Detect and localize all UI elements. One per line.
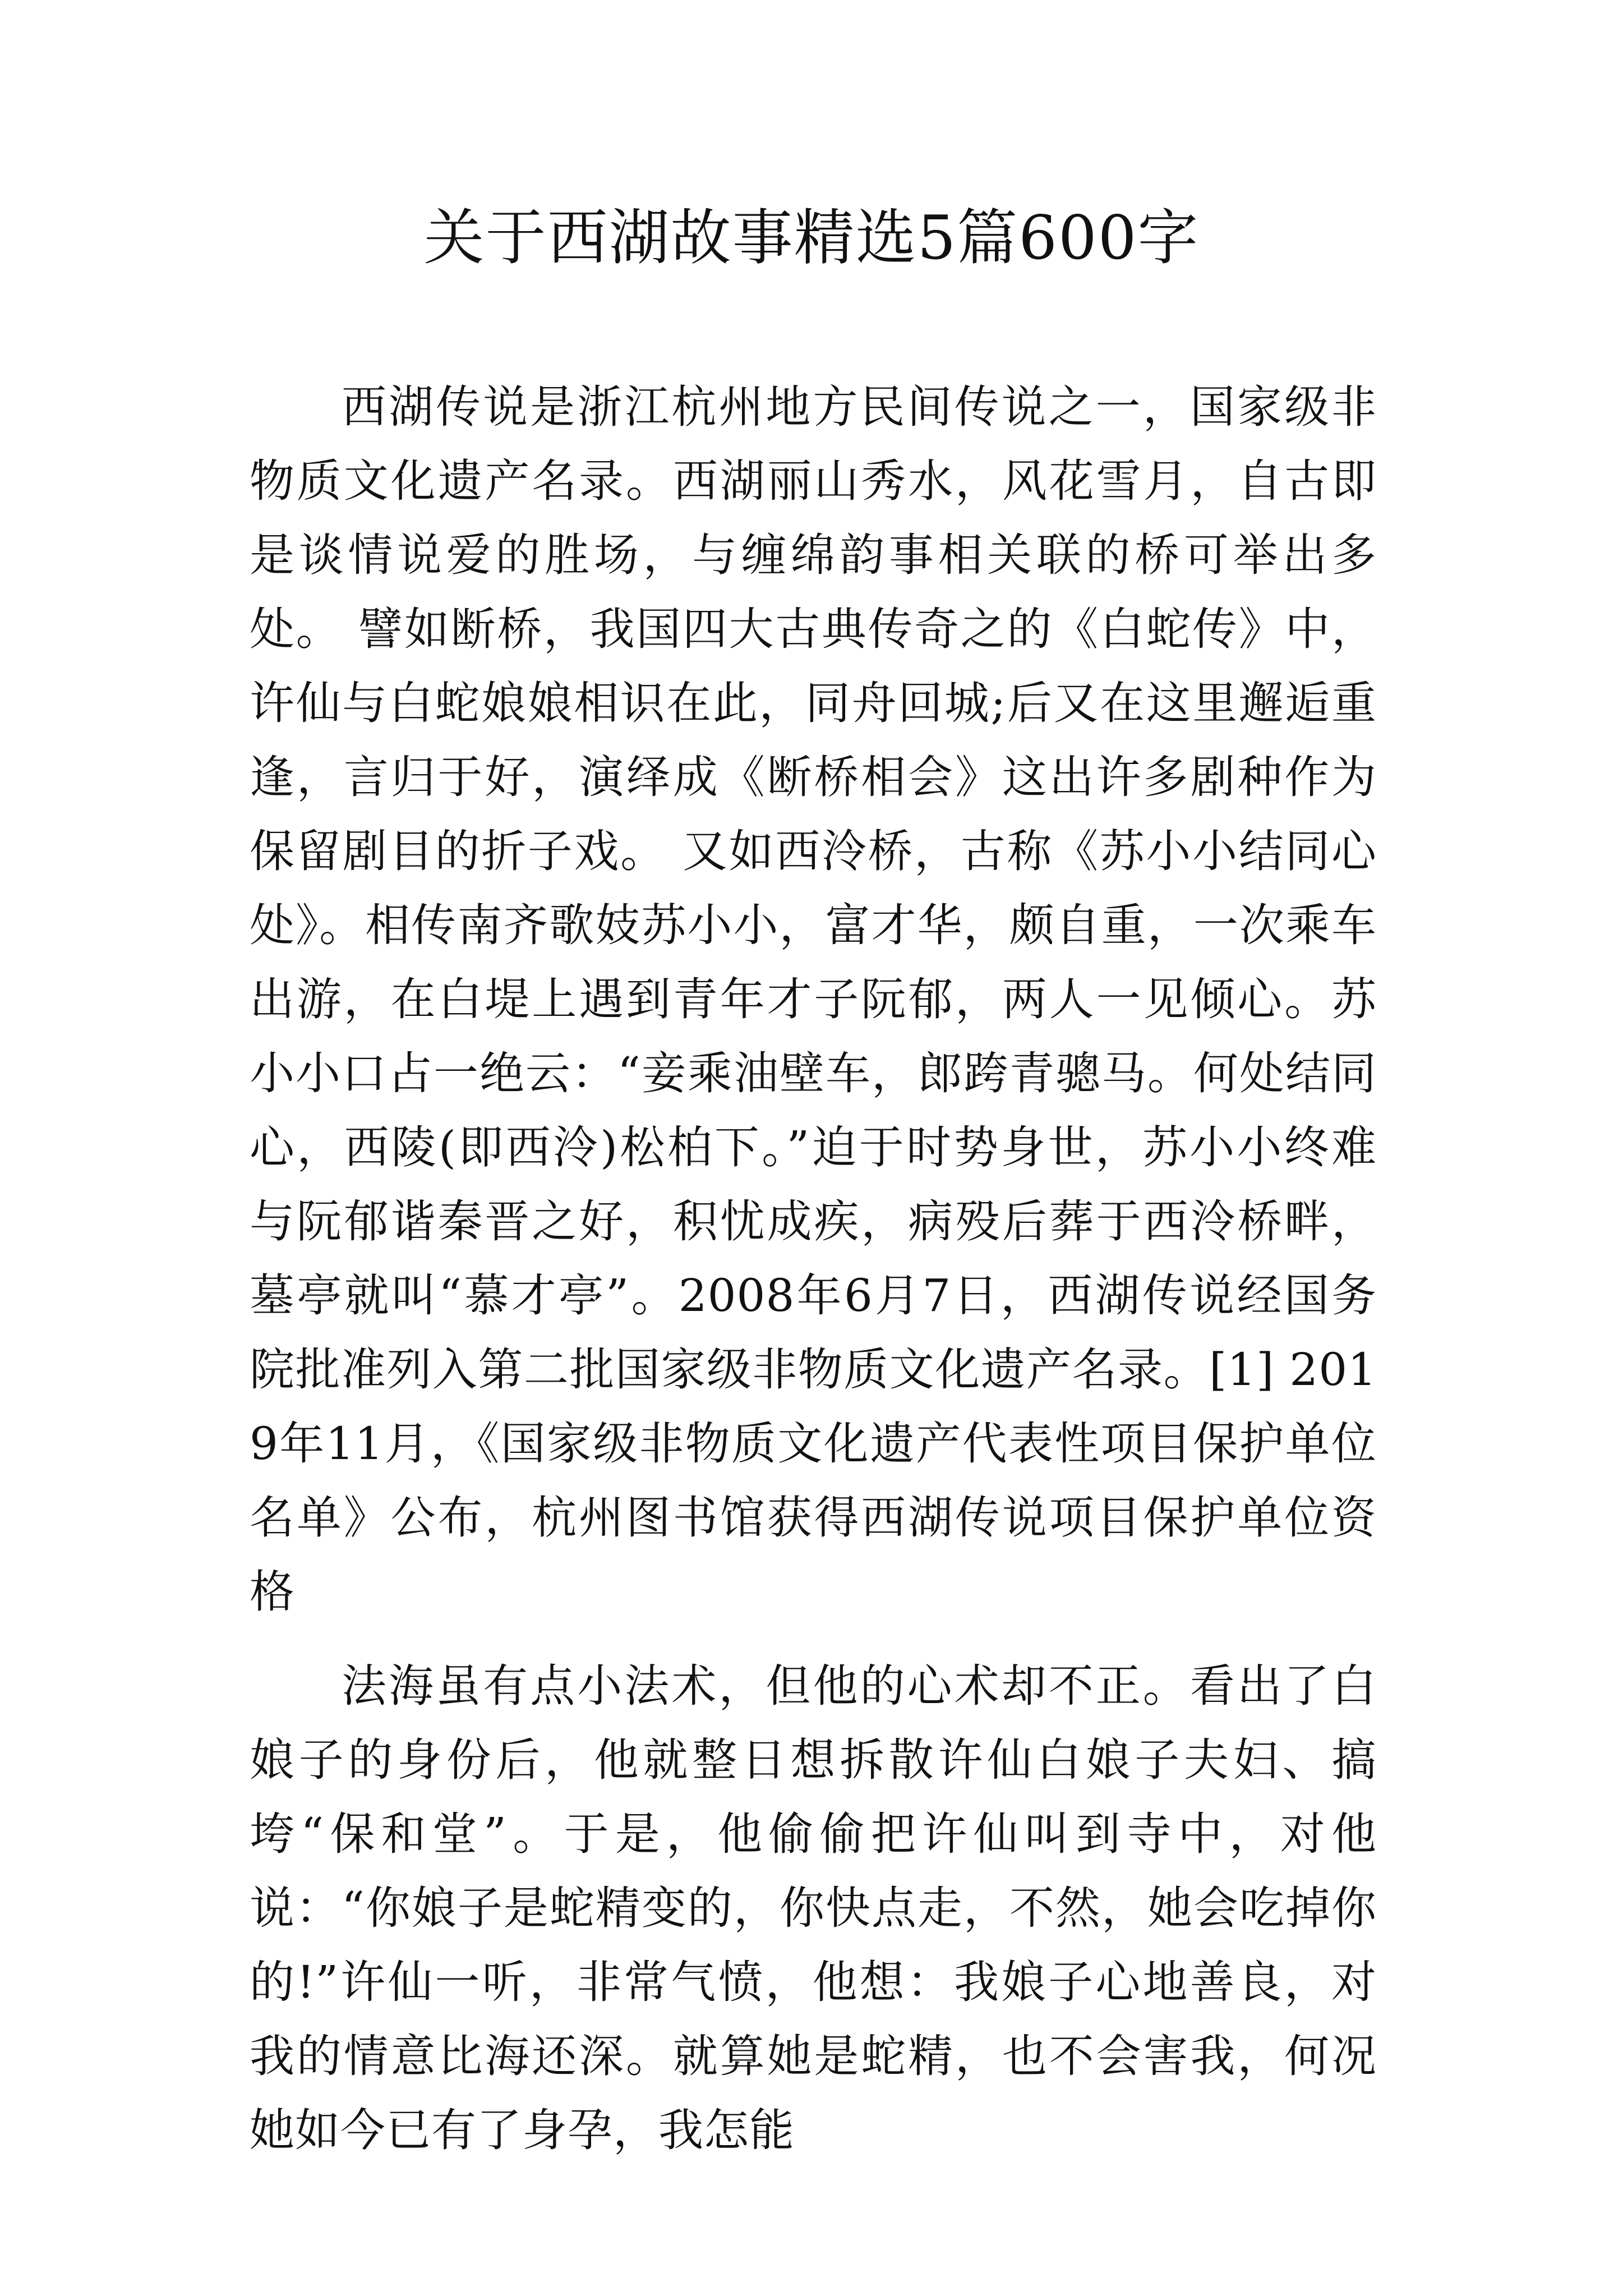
document-body xyxy=(250,370,1377,2188)
document-title: 关于西湖故事精选5篇600字 xyxy=(423,203,1200,273)
paragraph-west-lake-legend: 西湖传说是浙江杭州地方民间传说之一，国家级非物质文化遗产名录。西湖丽山秀水，风花雪月，自古即是谈情说爱的胜场，与缠绵韵事相关联的桥可举出多处。 譬如断桥，我国四大古典传奇之的《白蛇传》中，许仙与白蛇娘娘相识在此，同舟回城;后又在这里邂逅重逢，言归于好，演绎成《断桥相会》这出许多剧种作为保留剧目的折子戏。 又如西泠桥，古称《苏小小结同心处》。相传南齐歌妓苏小小，富才华，颇自重，一次乘车出游，在白堤上遇到青年才子阮郁，两人一见倾心。苏小小口占一绝云：“妾乘油壁车，郎跨青骢马。何处结同心，西陵(即西泠)松柏下。”迫于时势身世，苏小小终难与阮郁谐秦晋之好，积忧成疾，病殁后葬于西泠桥畔，墓亭就叫“慕才亭”。2008年6月7日，西湖传说经国务院批准列入第二批国家级非物质文化遗产名录。[1] 2019年11月，《国家级非物质文化遗产代表性项目保护单位名单》公布，杭州图书馆获得西湖传说项目保护单位资格 xyxy=(250,381,1377,1618)
paragraph-fahai-story: 法海虽有点小法术，但他的心术却不正。看出了白娘子的身份后，他就整日想拆散许仙白娘子夫妇、搞垮“保和堂”。于是，他偷偷把许仙叫到寺中，对他说：“你娘子是蛇精变的，你快点走，不然，她会吃掉你的!”许仙一听，非常气愤，他想：我娘子心地善良，对我的情意比海还深。就算她是蛇精，也不会害我，何况她如今已有了身孕，我怎能 xyxy=(250,1660,1377,2156)
